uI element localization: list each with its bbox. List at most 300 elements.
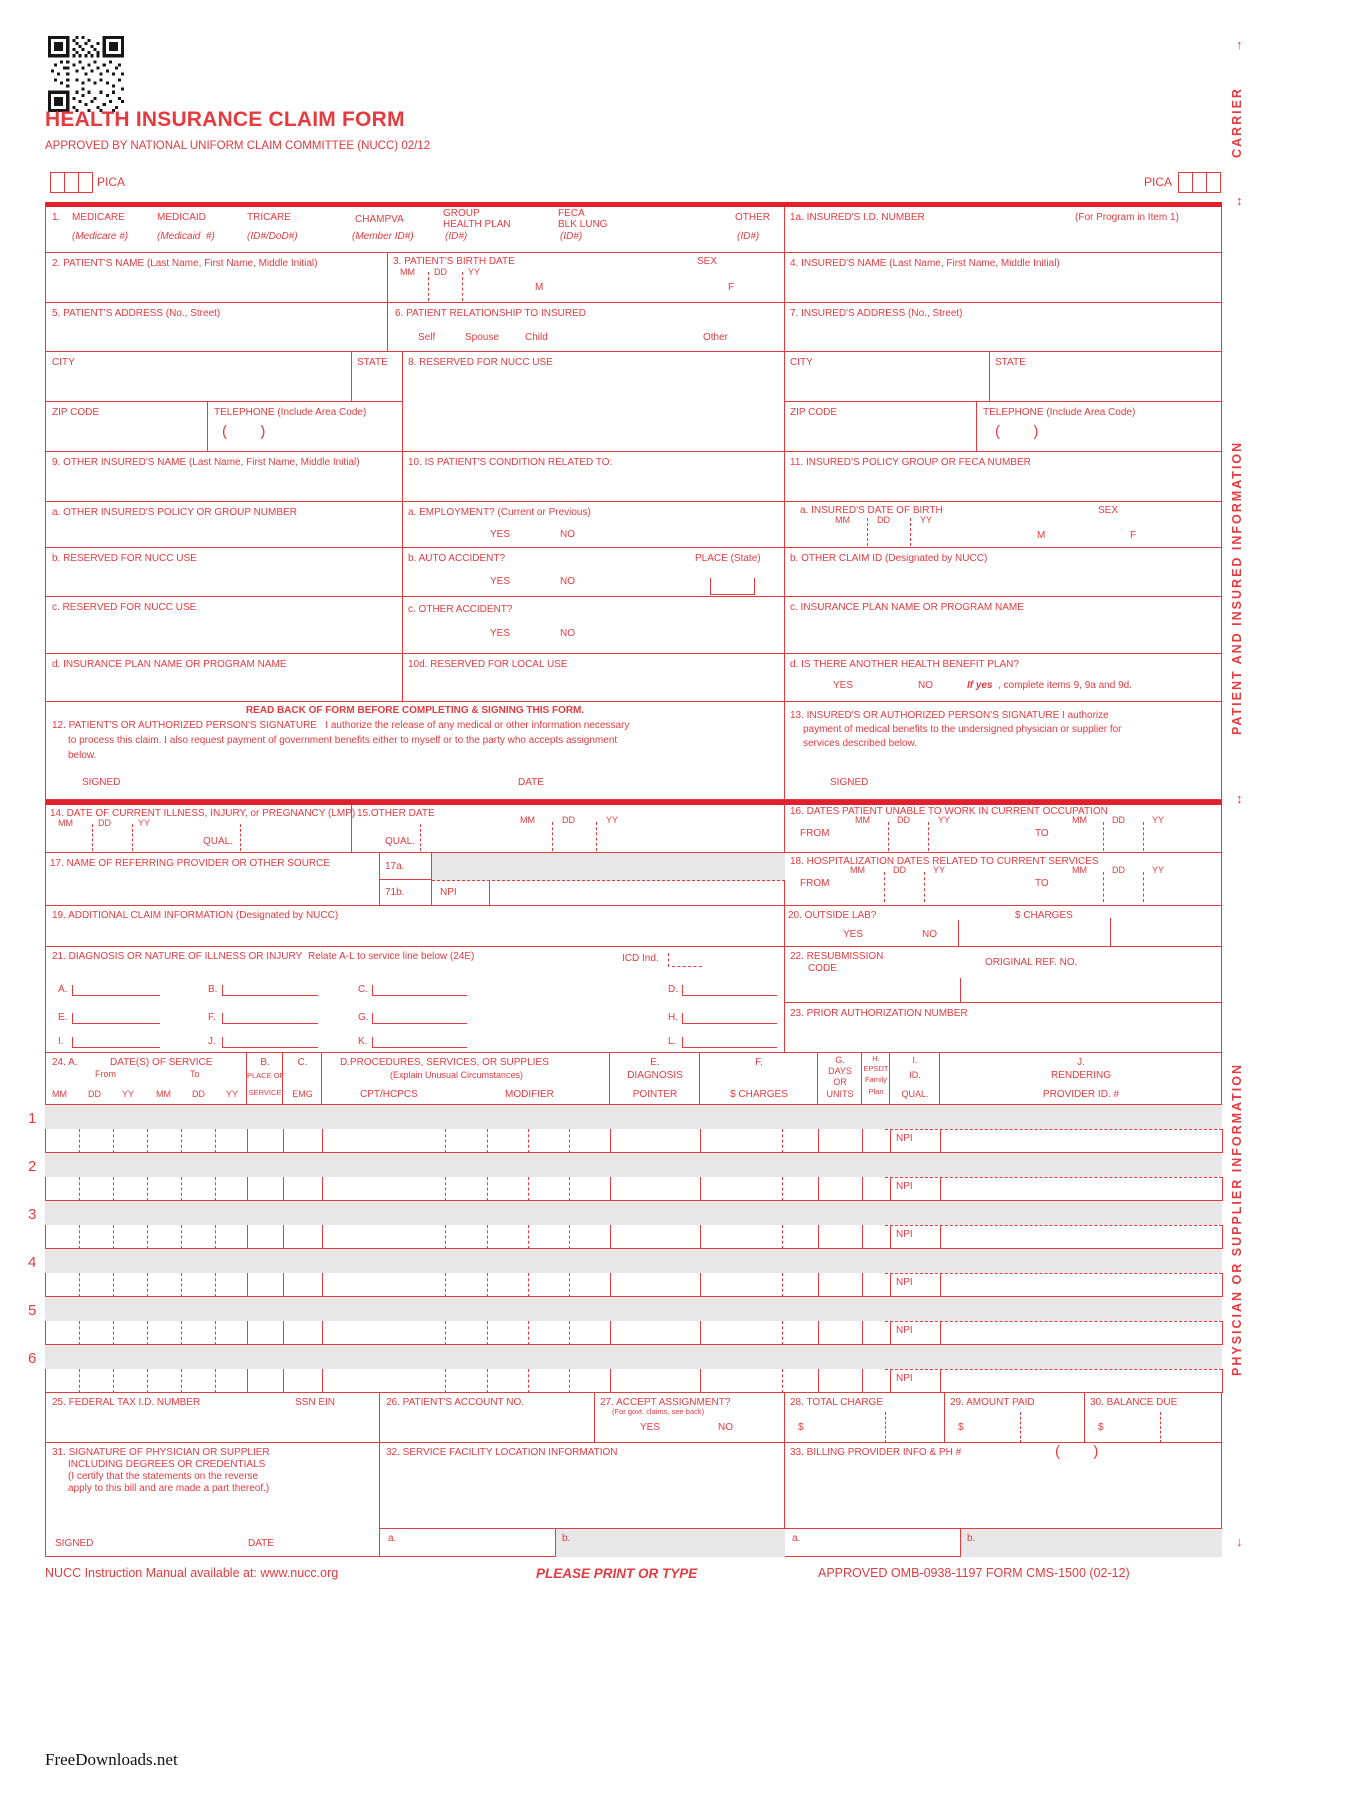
champva-label: CHAMPVA (355, 214, 404, 225)
omb-approval-note: APPROVED OMB-0938-1197 FORM CMS-1500 (02-12) (818, 1566, 1130, 1580)
dollar-sign: $ (798, 1422, 804, 1433)
dash-line (79, 1225, 80, 1249)
yy-label: YY (226, 1089, 239, 1099)
divider (555, 1528, 556, 1557)
label-17b: 71b. (385, 887, 405, 898)
npi-dash-top (885, 1177, 1222, 1178)
label-33a: a. (792, 1533, 801, 1544)
col-line (890, 1273, 891, 1297)
dash-line (487, 1369, 488, 1393)
male-label: M (1037, 530, 1046, 541)
from-label: FROM (800, 828, 830, 839)
dash-line (147, 1369, 148, 1393)
arrow-down-icon: ↓ (1236, 1534, 1243, 1549)
double-arrow-icon: ↕ (1236, 791, 1243, 806)
date-tick (1103, 872, 1104, 902)
diag-slot (372, 1037, 467, 1048)
dash-line (445, 1369, 446, 1393)
shaded-strip (45, 1297, 1222, 1321)
diag-letter: A. (58, 984, 68, 995)
hdr-family: Family (864, 1075, 888, 1084)
phone-parens: ( ) (222, 423, 266, 440)
item1-number: 1. (52, 212, 61, 223)
divider (960, 978, 961, 1003)
service-line (0, 1153, 1350, 1201)
other-claim-id-label: b. OTHER CLAIM ID (Designated by NUCC) (790, 553, 988, 564)
group-sub: (ID#) (445, 231, 468, 242)
amount-paid-label: 29. AMOUNT PAID (950, 1397, 1035, 1408)
other-label: OTHER (735, 212, 770, 223)
dash-line (215, 1129, 216, 1153)
diag-slot (682, 1037, 777, 1048)
col-line (818, 1273, 819, 1297)
dash-line (782, 1129, 783, 1153)
charges-label: $ CHARGES (1015, 910, 1073, 921)
qual-tick (240, 824, 241, 851)
physician-signature-l1: 31. SIGNATURE OF PHYSICIAN OR SUPPLIER (52, 1447, 270, 1458)
dash-line (487, 1129, 488, 1153)
freedownloads-watermark: FreeDownloads.net (45, 1750, 178, 1769)
diag-letter: F. (208, 1012, 216, 1023)
shaded-strip (45, 1345, 1222, 1369)
service-line (0, 1297, 1350, 1345)
col-line (862, 1129, 863, 1153)
yy-label: YY (933, 865, 946, 875)
dash-line (528, 1321, 529, 1345)
hdr-j: J. (1077, 1057, 1085, 1068)
hdr-id: ID. (909, 1070, 921, 1080)
hdr-modifier: MODIFIER (505, 1089, 554, 1100)
col-line (283, 1369, 284, 1393)
service-line (0, 1105, 1350, 1153)
reserved-nucc-label: 8. RESERVED FOR NUCC USE (408, 357, 553, 368)
date-tick (92, 824, 93, 851)
spouse-label: Spouse (465, 332, 499, 343)
yes-label: YES (490, 628, 511, 639)
date-tick (428, 272, 429, 301)
dash-line (215, 1321, 216, 1345)
mm-label: MM (58, 818, 73, 828)
yy-label: YY (606, 815, 619, 825)
col-line (890, 1225, 891, 1249)
col-line (700, 1273, 701, 1297)
dash-line (445, 1129, 446, 1153)
hdr-pointer: POINTER (632, 1089, 678, 1100)
yy-label: YY (1152, 815, 1165, 825)
yes-label: YES (833, 680, 854, 691)
reserved-9b-label: b. RESERVED FOR NUCC USE (52, 553, 197, 564)
col-line (700, 1321, 701, 1345)
diag-slot (72, 985, 160, 996)
diag-letter: L. (668, 1036, 677, 1047)
relationship-label: 6. PATIENT RELATIONSHIP TO INSURED (395, 308, 586, 319)
dash-line (147, 1321, 148, 1345)
insurance-plan-9d-label: d. INSURANCE PLAN NAME OR PROGRAM NAME (52, 659, 287, 670)
npi-label: NPI (896, 1181, 913, 1192)
state-label: STATE (357, 357, 388, 368)
insured-id-hint: (For Program in Item 1) (1075, 212, 1179, 223)
hdr-explain: (Explain Unusual Circumstances) (390, 1070, 524, 1080)
ssn-ein-label: SSN EIN (295, 1397, 336, 1408)
mm-label: MM (52, 1089, 67, 1099)
service-row (45, 1321, 1222, 1345)
insured-dob-label: a. INSURED'S DATE OF BIRTH (800, 505, 943, 516)
col-line (1222, 1273, 1223, 1297)
dash-line (569, 1177, 570, 1201)
group-health-label: GROUP (443, 208, 480, 219)
account-no-label: 26. PATIENT'S ACCOUNT NO. (386, 1397, 525, 1408)
cents-tick (1020, 1412, 1021, 1443)
diag-slot (72, 1013, 160, 1024)
shaded-strip (45, 1201, 1222, 1225)
form-subtitle: APPROVED BY NATIONAL UNIFORM CLAIM COMMITTEE (NUCC) 02/12 (45, 140, 431, 152)
carrier-sidebar-label: CARRIER (1230, 87, 1244, 159)
dash-line (528, 1177, 529, 1201)
dash-line (113, 1273, 114, 1297)
hdr-days: DAYS (828, 1066, 852, 1076)
medicaid-label: MEDICAID (157, 212, 206, 223)
dash-line (782, 1177, 783, 1201)
hdr-charges: $ CHARGES (730, 1089, 788, 1100)
diag-slot (72, 1037, 160, 1048)
col-line (1222, 1321, 1223, 1345)
hdr-or: OR (833, 1077, 847, 1087)
dash-line (528, 1225, 529, 1249)
place-state-label: PLACE (State) (695, 553, 761, 564)
diag-slot (682, 985, 777, 996)
medicare-label: MEDICARE (72, 212, 125, 223)
feca-sub: (ID#) (560, 231, 583, 242)
medicaid-sub: (Medicaid #) (157, 231, 215, 242)
col-line (700, 1225, 701, 1249)
date-tick (888, 822, 889, 851)
resubmission-label: 22. RESUBMISSION (790, 951, 884, 962)
icd-underline (672, 966, 702, 967)
patient-signature-text1: 12. PATIENT'S OR AUTHORIZED PERSON'S SIGNATURE I authorize the release of any medical or other information necessary (52, 720, 630, 731)
federal-tax-label: 25. FEDERAL TAX I.D. NUMBER (52, 1397, 201, 1408)
yy-label: YY (138, 818, 151, 828)
dash-line (79, 1369, 80, 1393)
mm-label: MM (855, 815, 870, 825)
col-line (818, 1369, 819, 1393)
sex-label: SEX (1098, 505, 1119, 516)
hdr-units: UNITS (826, 1089, 854, 1099)
resubmission-code-label: CODE (808, 963, 837, 974)
npi-label: NPI (896, 1229, 913, 1240)
patient-insured-sidebar-label: PATIENT AND INSURED INFORMATION (1230, 440, 1244, 735)
col-line (940, 1177, 941, 1201)
mm-label: MM (1072, 865, 1087, 875)
insured-id-label: 1a. INSURED'S I.D. NUMBER (790, 212, 925, 223)
diag-letter: K. (358, 1036, 368, 1047)
dash-line (528, 1369, 529, 1393)
col-line (940, 1273, 941, 1297)
line-number: 1 (28, 1110, 37, 1127)
patient-signature-text3: below. (68, 750, 97, 761)
date-tick (924, 872, 925, 902)
physician-signature-l4: apply to this bill and are made a part thereof.) (68, 1483, 270, 1494)
col-line (610, 1225, 611, 1249)
other-date-label: 15.OTHER DATE (357, 808, 435, 819)
col-line (247, 1273, 248, 1297)
pica-label-right: PICA (1144, 175, 1173, 189)
insured-phone-parens: ( ) (995, 423, 1039, 440)
dash-line (569, 1369, 570, 1393)
dash-line (79, 1177, 80, 1201)
insured-signature-text2: payment of medical benefits to the undersigned physician or supplier for (803, 724, 1122, 735)
group-health-label2: HEALTH PLAN (443, 219, 511, 230)
col-line (700, 1177, 701, 1201)
tricare-label: TRICARE (247, 212, 291, 223)
yy-label: YY (122, 1089, 135, 1099)
hdr-h: H. (872, 1054, 880, 1063)
insured-signature-text1: 13. INSURED'S OR AUTHORIZED PERSON'S SIGNATURE I authorize (790, 710, 1109, 721)
hdr-i: I. (912, 1055, 918, 1065)
patient-signature-text2: to process this claim. I also request payment of government benefits either to myself or to the party who accepts assignment (68, 735, 618, 746)
hdr-f: F. (755, 1057, 763, 1068)
insured-address-label: 7. INSURED'S ADDRESS (No., Street) (790, 308, 963, 319)
service-facility-label: 32. SERVICE FACILITY LOCATION INFORMATION (386, 1447, 618, 1458)
date-tick (867, 518, 868, 546)
nucc-manual-note: NUCC Instruction Manual available at: www.nucc.org (45, 1566, 339, 1580)
service-row (45, 1129, 1222, 1153)
self-label: Self (418, 332, 436, 343)
pica-box (64, 172, 79, 193)
col-line (610, 1369, 611, 1393)
qr-code (48, 36, 124, 112)
diag-slot (222, 985, 318, 996)
no-label: NO (560, 628, 575, 639)
col-line (890, 1321, 891, 1345)
dash-line (782, 1273, 783, 1297)
yes-label: YES (640, 1422, 661, 1433)
dash-line (569, 1321, 570, 1345)
dash-line (113, 1177, 114, 1201)
insured-city-label: CITY (790, 357, 813, 368)
col-line (1222, 1177, 1223, 1201)
dash-line (147, 1129, 148, 1153)
col-line (818, 1129, 819, 1153)
dash-line (113, 1321, 114, 1345)
divider (1110, 918, 1111, 947)
dash-line (181, 1273, 182, 1297)
cell-33b-shaded (960, 1529, 1222, 1557)
hdr-24a: 24. A. (52, 1057, 78, 1068)
date-tick (462, 272, 463, 301)
dash-line (782, 1321, 783, 1345)
no-label: NO (560, 529, 575, 540)
if-yes-note: , complete items 9, 9a and 9d. (998, 680, 1132, 691)
diag-slot (222, 1037, 318, 1048)
diag-letter: J. (208, 1036, 216, 1047)
hdr-dates-of-service: DATE(S) OF SERVICE (110, 1057, 213, 1068)
if-yes-note-bold: If yes (967, 680, 993, 691)
diag-letter: E. (58, 1012, 68, 1023)
hdr-diagnosis: DIAGNOSIS (627, 1070, 683, 1081)
diag-slot (372, 985, 467, 996)
dash-line (215, 1369, 216, 1393)
label-32a: a. (388, 1533, 397, 1544)
label-17a: 17a. (385, 861, 405, 872)
col-line (283, 1225, 284, 1249)
pica-box (1178, 172, 1193, 193)
policy-group-label: 11. INSURED'S POLICY GROUP OR FECA NUMBER (790, 457, 1031, 468)
dash-line (79, 1129, 80, 1153)
npi-dash-top (885, 1369, 1222, 1370)
relate-label: Relate A-L to service line below (24E) (308, 951, 475, 962)
dash-line (487, 1177, 488, 1201)
service-line (0, 1249, 1350, 1297)
date-tick (132, 824, 133, 851)
col-line (283, 1273, 284, 1297)
cell-32b-shaded (555, 1529, 785, 1557)
yy-label: YY (468, 267, 481, 277)
no-label: NO (922, 929, 937, 940)
mm-label: MM (850, 865, 865, 875)
hdr-from: From (95, 1069, 116, 1079)
feca-label2: BLK LUNG (558, 219, 608, 230)
dd-label: DD (897, 815, 910, 825)
tricare-sub: (ID#/DoD#) (247, 231, 298, 242)
diag-slot (682, 1013, 777, 1024)
outside-lab-label: 20. OUTSIDE LAB? (788, 910, 877, 921)
other-accident-label: c. OTHER ACCIDENT? (408, 604, 513, 615)
hdr-to: To (190, 1069, 200, 1079)
dash-line (79, 1273, 80, 1297)
service-row (45, 1273, 1222, 1297)
mm-label: MM (520, 815, 535, 825)
dash-line (147, 1225, 148, 1249)
line-number: 6 (28, 1350, 37, 1367)
physician-signature-l2: INCLUDING DEGREES OR CREDENTIALS (68, 1459, 266, 1470)
diag-letter: D. (668, 984, 678, 995)
dash-line (445, 1177, 446, 1201)
hdr-plan: Plan (868, 1087, 884, 1096)
insured-signature-text3: services described below. (803, 738, 917, 749)
reserved-local-label: 10d. RESERVED FOR LOCAL USE (408, 659, 568, 670)
champva-sub: (Member ID#) (352, 231, 414, 242)
col-line (322, 1321, 323, 1345)
col-line (700, 1129, 701, 1153)
diag-letter: I. (58, 1036, 64, 1047)
diag-slot (372, 1013, 467, 1024)
accept-assignment-label: 27. ACCEPT ASSIGNMENT? (600, 1397, 731, 1408)
cell-insured-city (785, 352, 990, 402)
col-line (322, 1273, 323, 1297)
diag-letter: H. (668, 1012, 678, 1023)
other-sub: (ID#) (737, 231, 760, 242)
dollar-sign: $ (958, 1422, 964, 1433)
dash-line (181, 1177, 182, 1201)
col-line (818, 1177, 819, 1201)
other-insured-policy-label: a. OTHER INSURED'S POLICY OR GROUP NUMBER (52, 507, 297, 518)
dash-line (147, 1177, 148, 1201)
patient-address-label: 5. PATIENT'S ADDRESS (No., Street) (52, 308, 221, 319)
pica-box (78, 172, 93, 193)
col-line (1222, 1225, 1223, 1249)
npi-dash-top (885, 1321, 1222, 1322)
dd-label: DD (192, 1089, 205, 1099)
npi-label: NPI (896, 1325, 913, 1336)
col-line (862, 1273, 863, 1297)
col-line (862, 1225, 863, 1249)
col-line (890, 1177, 891, 1201)
dash-line (181, 1321, 182, 1345)
dd-label: DD (434, 267, 447, 277)
col-line (862, 1321, 863, 1345)
hdr-service: SERVICE (248, 1088, 282, 1097)
physician-signature-l3: (I certify that the statements on the reverse (68, 1471, 259, 1482)
service-row (45, 1177, 1222, 1201)
total-charge-label: 28. TOTAL CHARGE (790, 1397, 883, 1408)
yes-label: YES (490, 576, 511, 587)
child-label: Child (525, 332, 548, 343)
date-tick (928, 822, 929, 851)
hdr-g: G. (835, 1055, 845, 1065)
col-line (247, 1225, 248, 1249)
dd-label: DD (1112, 865, 1125, 875)
insured-state-label: STATE (995, 357, 1026, 368)
dash-line (113, 1369, 114, 1393)
col-line (940, 1225, 941, 1249)
patient-name-label: 2. PATIENT'S NAME (Last Name, First Name, Middle Initial) (52, 258, 318, 269)
place-state-box (710, 578, 755, 595)
dash-line (445, 1273, 446, 1297)
pica-box (50, 172, 65, 193)
col-line (322, 1129, 323, 1153)
col-line (283, 1129, 284, 1153)
double-arrow-icon: ↕ (1236, 193, 1243, 208)
dash-line (569, 1225, 570, 1249)
line-number: 5 (28, 1302, 37, 1319)
hdr-place-of: PLACE OF (247, 1071, 285, 1080)
col-line (940, 1129, 941, 1153)
cell-17a-shaded (432, 853, 785, 881)
hdr-e: E. (650, 1057, 660, 1068)
dash-line (215, 1273, 216, 1297)
npi-label: NPI (440, 887, 457, 898)
medicare-sub: (Medicare #) (72, 231, 129, 242)
yes-label: YES (843, 929, 864, 940)
col-line (322, 1369, 323, 1393)
col-line (283, 1321, 284, 1345)
dd-label: DD (562, 815, 575, 825)
date-tick (910, 518, 911, 546)
signed-label: SIGNED (55, 1538, 94, 1549)
pica-label-left: PICA (97, 175, 126, 189)
no-label: NO (718, 1422, 733, 1433)
cell-city (45, 352, 352, 402)
dash-line (215, 1177, 216, 1201)
qual-label: QUAL. (203, 836, 234, 847)
insured-zip-label: ZIP CODE (790, 407, 838, 418)
arrow-up-icon: ↑ (1236, 37, 1243, 52)
date-tick (1143, 872, 1144, 902)
date-label: DATE (248, 1538, 274, 1549)
from-label: FROM (800, 878, 830, 889)
hdr-procedures: D.PROCEDURES, SERVICES, OR SUPPLIES (340, 1057, 549, 1068)
col-line (1222, 1369, 1223, 1393)
line-number: 3 (28, 1206, 37, 1223)
mm-label: MM (835, 515, 850, 525)
physician-supplier-sidebar-label: PHYSICIAN OR SUPPLIER INFORMATION (1230, 1062, 1244, 1376)
hdr-emg: EMG (292, 1089, 313, 1099)
sex-label: SEX (697, 256, 718, 267)
billing-provider-label: 33. BILLING PROVIDER INFO & PH # (790, 1447, 962, 1458)
col-line (890, 1369, 891, 1393)
col-line (610, 1321, 611, 1345)
dash-line (147, 1273, 148, 1297)
